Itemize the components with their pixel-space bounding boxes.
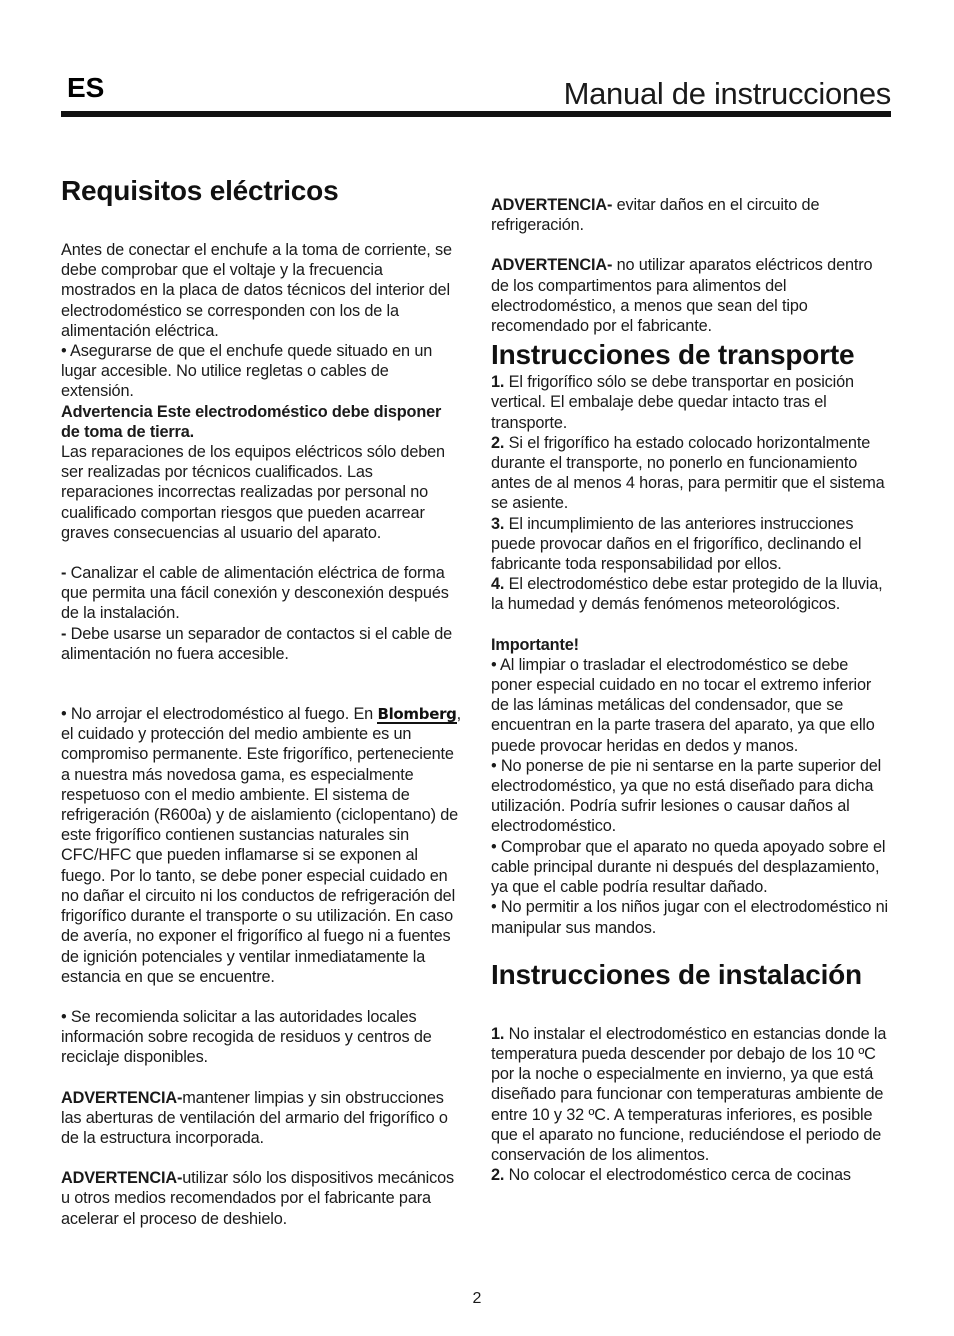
paragraph: • No arrojar el electrodoméstico al fuego. En Blomberg, el cuidado y protección del medio ambiente es un compromiso permanente. Este frigorífico, perteneciente a nuestra más novedosa gama, es especialmente respetuoso con el medio ambiente. El sistema de refrigeración (R600a) y de aislamiento (ciclopentano) de este frigorífico contienen sustancias naturales sin CFC/HFC que pueden inflamarse si se exponen al fuego. Por lo tanto, se debe poner especial cuidado en no dañar el circuito ni los conductos de refrigeración del frigorífico durante el transporte o su utilización. En caso de avería, no exponer el frigorífico al fuego ni a fuentes de ignición potenciales y ventilar inmediatamente la estancia en que se encuentre. [61, 705, 461, 986]
paragraph: Antes de conectar el enchufe a la toma de corriente, se debe comprobar que el voltaje y la frecuencia mostrados en la placa de datos técnicos del interior del electrodoméstico se corresponden con los de la alimentación eléctrica. [61, 241, 452, 340]
header-rule [61, 111, 891, 117]
left-column [61, 170, 461, 1229]
document-title: Manual de instrucciones [563, 76, 891, 111]
right-column [491, 195, 891, 1185]
section-heading-electrical: Requisitos eléctricos [61, 175, 339, 206]
important-label: Importante! [491, 635, 579, 654]
list-item: 4. El electrodoméstico debe estar protegido de la lluvia, la humedad y demás fenómenos meteorológicos. [491, 575, 883, 614]
language-code: ES [67, 72, 105, 103]
list-item: 2. No colocar el electrodoméstico cerca de cocinas [491, 1166, 851, 1185]
paragraph: • No permitir a los niños jugar con el electrodoméstico ni manipular sus mandos. [491, 898, 888, 937]
paragraph: • Comprobar que el aparato no queda apoyado sobre el cable principal durante ni después del desplazamiento, ya que el cable podría resultar dañado. [491, 837, 886, 897]
paragraph: Las reparaciones de los equipos eléctricos sólo deben ser realizadas por técnicos cualificados. Las reparaciones incorrectas realizadas por personal no cualificado comportan riesgos que pueden acarrear graves consecuencias al usuario del aparato. [61, 443, 445, 542]
paragraph: • Se recomienda solicitar a las autoridades locales información sobre recogida de residuos y centros de reciclaje disponibles. [61, 1007, 432, 1067]
section-heading-transport: Instrucciones de transporte [491, 339, 855, 371]
section-heading-installation: Instrucciones de instalación [491, 958, 862, 990]
list-item: 2. Si el frigorífico ha estado colocado horizontalmente durante el transporte, no ponerlo en funcionamiento antes de al menos 4 horas, para permitir que el sistema se asiente. [491, 433, 885, 513]
paragraph: - Canalizar el cable de alimentación eléctrica de forma que permita una fácil conexión y desconexión después de la instalación. [61, 564, 449, 623]
paragraph: - Debe usarse un separador de contactos si el cable de alimentación no fuera accesible. [61, 624, 453, 663]
blomberg-logo: Blomberg [377, 705, 457, 724]
list-item: 1. El frigorífico sólo se debe transportar en posición vertical. El embalaje debe quedar intacto tras el transporte. [491, 373, 854, 432]
list-item: 1. No instalar el electrodoméstico en estancias donde la temperatura pueda descender por debajo de los 10 ºC por la noche o especialmente en invierno, ya que está diseñado para funcionar con temperaturas ambiente de entre 10 y 32 ºC. A temperaturas inferiores, es posible que el aparato no funcione, reduciéndose el periodo de conservación de los alimentos. [491, 1024, 887, 1164]
page-header [61, 66, 891, 116]
list-item: 3. El incumplimiento de las anteriores instrucciones puede provocar daños en el frigorífico, declinando el fabricante toda responsabilidad por ellos. [491, 514, 862, 574]
paragraph: ADVERTENCIA- no utilizar aparatos eléctricos dentro de los compartimentos para alimentos del electrodoméstico, a menos que sean del tipo recomendado por el fabricante. [491, 256, 873, 336]
paragraph: ADVERTENCIA- evitar daños en el circuito de refrigeración. [491, 196, 820, 235]
paragraph: ADVERTENCIA-utilizar sólo los dispositivos mecánicos u otros medios recomendados por el fabricante para acelerar el proceso de deshielo. [61, 1169, 455, 1228]
paragraph: • Asegurarse de que el enchufe quede situado en un lugar accesible. No utilice regletas o cables de extensión. [61, 342, 433, 401]
paragraph: • Al limpiar o trasladar el electrodoméstico se debe poner especial cuidado en no tocar el extremo inferior de las láminas metálicas del condensador, que se encuentran en la parte trasera del aparato, ya que ello puede provocar heridas en dedos y manos. [491, 655, 875, 755]
warning-bold: Advertencia Este electrodoméstico debe disponer de toma de tierra. [61, 402, 442, 441]
paragraph: • No ponerse de pie ni sentarse en la parte superior del electrodoméstico, ya que no está diseñado para dicha utilización. Podría sufrir lesiones o causar daños al electrodoméstico. [491, 756, 882, 836]
paragraph: ADVERTENCIA-mantener limpias y sin obstrucciones las aberturas de ventilación del armario del frigorífico o de la estructura incorporada. [61, 1088, 448, 1147]
page-number: 2 [472, 1290, 482, 1307]
